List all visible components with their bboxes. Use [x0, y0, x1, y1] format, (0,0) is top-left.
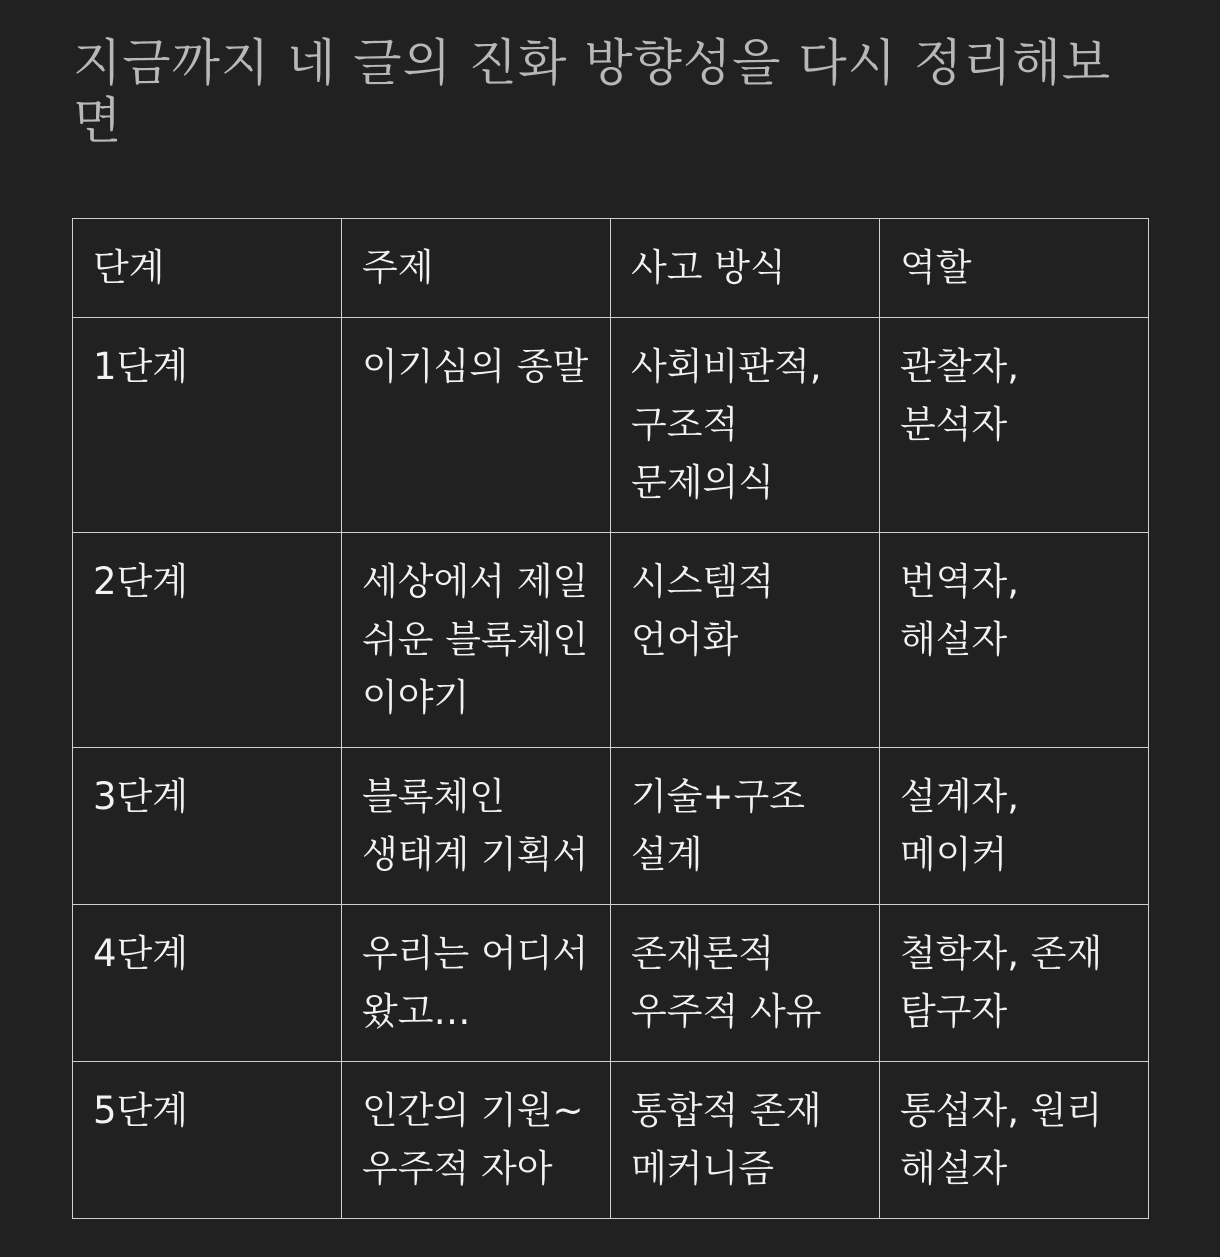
cell-thinking-style: 통합적 존재 메커니즘: [611, 1062, 880, 1219]
cell-stage: 3단계: [73, 748, 342, 905]
cell-stage: 2단계: [73, 533, 342, 748]
header-topic: 주제: [342, 219, 611, 318]
table-row: [73, 533, 1149, 748]
cell-topic: 인간의 기원~ 우주적 자아: [342, 1062, 611, 1219]
header-thinking-style: 사고 방식: [611, 219, 880, 318]
header-stage: 단계: [73, 219, 342, 318]
cell-role: 설계자, 메이커: [880, 748, 1149, 905]
evolution-table-container: [72, 218, 1148, 1219]
cell-thinking-style: 시스템적 언어화: [611, 533, 880, 748]
cell-role: 철학자, 존재 탐구자: [880, 905, 1149, 1062]
cell-stage: 1단계: [73, 318, 342, 533]
table-row: [73, 318, 1149, 533]
cell-topic: 이기심의 종말: [342, 318, 611, 533]
cell-topic: 블록체인 생태계 기획서: [342, 748, 611, 905]
cell-role: 번역자, 해설자: [880, 533, 1149, 748]
header-role: 역할: [880, 219, 1149, 318]
table-row: [73, 748, 1149, 905]
cell-thinking-style: 기술+구조 설계: [611, 748, 880, 905]
evolution-table: [72, 218, 1149, 1219]
table-row: [73, 1062, 1149, 1219]
cell-stage: 5단계: [73, 1062, 342, 1219]
cell-thinking-style: 사회비판적, 구조적 문제의식: [611, 318, 880, 533]
cell-role: 통섭자, 원리 해설자: [880, 1062, 1149, 1219]
cell-stage: 4단계: [73, 905, 342, 1062]
table-row: [73, 905, 1149, 1062]
section-heading: 지금까지 네 글의 진화 방향성을 다시 정리해보면: [73, 34, 1112, 150]
cell-thinking-style: 존재론적 우주적 사유: [611, 905, 880, 1062]
cell-topic: 세상에서 제일 쉬운 블록체인 이야기: [342, 533, 611, 748]
table-header-row: [73, 219, 1149, 318]
cell-topic: 우리는 어디서 왔고…: [342, 905, 611, 1062]
cell-role: 관찰자, 분석자: [880, 318, 1149, 533]
